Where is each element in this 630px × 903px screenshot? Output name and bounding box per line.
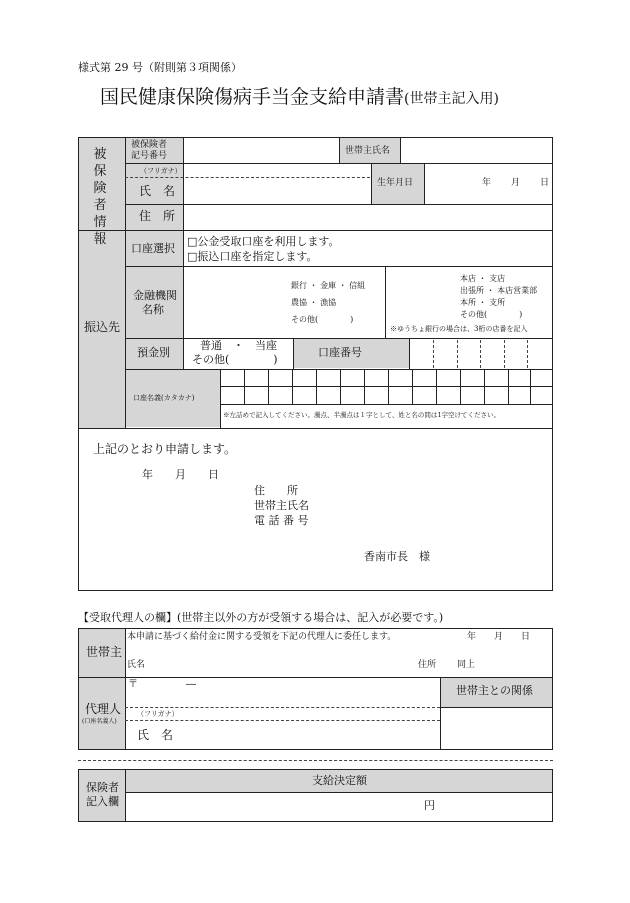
proxy-address-field[interactable] (140, 679, 438, 705)
bank-types-2: 農協 ・ 漁協 (291, 298, 337, 307)
head-name-field[interactable] (401, 138, 552, 163)
branch-name-field[interactable] (386, 267, 552, 323)
insurer-label-1: 保険者 (86, 781, 119, 794)
form-number: 様式第 29 号（附則第３項関係） (78, 61, 242, 74)
insured-id-field[interactable] (184, 138, 339, 163)
form-title-main: 国民健康保険傷病手当金支給申請書 (100, 86, 405, 108)
account-number-field[interactable] (410, 339, 552, 368)
delegation-date[interactable]: 年 月 日 (467, 632, 531, 642)
birth-year-unit: 年 (482, 178, 492, 188)
insured-section-label: 被保険者情報 (93, 147, 107, 247)
account-holder-label: 口座名義(カタカナ) (133, 394, 195, 402)
insured-furigana-label: （フリガナ） (140, 167, 182, 175)
account-holder-note: ※左詰めで記入してください。濁点、半濁点は１字として、姓と名の間は1字空けてください。 (223, 411, 501, 419)
option-public-account[interactable]: □公金受取口座を利用します。 (187, 235, 340, 248)
insured-name-label: 氏 名 (139, 184, 176, 198)
delegation-text: 本申請に基づく給付金に関する受領を下記の代理人に委任します。 (127, 632, 397, 642)
proxy-furigana-label: （フリガナ） (137, 710, 179, 718)
declaration-date[interactable]: 年 月 日 (142, 468, 219, 481)
proxy-name-field[interactable] (180, 721, 438, 749)
bank-label-2: 名称 (142, 303, 164, 316)
birth-month-unit: 月 (511, 178, 521, 188)
proxy-head-address-same: 同上 (457, 660, 476, 670)
amount-field[interactable] (126, 793, 552, 821)
proxy-heading: 【受取代理人の欄】(世帯主以外の方が受領する場合は、記入が必要です。) (78, 611, 444, 624)
proxy-sub-label: (口座名義人) (82, 718, 117, 725)
insured-name-field[interactable] (184, 164, 370, 204)
bank-name-field[interactable] (184, 267, 384, 337)
proxy-name-label: 氏 名 (137, 728, 174, 742)
proxy-head-name-label: 氏名 (127, 660, 146, 670)
branch-type-4: その他( ) (460, 310, 523, 319)
postal-mark: 〒 (128, 679, 138, 690)
proxy-head-name-field[interactable] (142, 655, 402, 673)
account-holder-grid[interactable] (221, 370, 552, 404)
yucho-note: ※ゆうちょ銀行の場合は、3桁の店番を記入 (390, 325, 528, 333)
bank-types-1: 銀行 ・ 金庫 ・ 信組 (291, 281, 366, 290)
account-number-label: 口座番号 (318, 346, 362, 359)
form-title (100, 87, 499, 109)
declaration-text: 上記のとおり申請します。 (93, 442, 237, 456)
deposit-type-label: 預金別 (137, 346, 170, 359)
birth-label: 生年月日 (377, 178, 414, 188)
proxy-head-address-label: 住所 (418, 660, 437, 670)
declaration-address-label: 住 所 (254, 484, 298, 497)
addressee: 香南市長 様 (364, 550, 430, 563)
form-title-sub: (世帯主記入用) (404, 91, 499, 107)
amount-label: 支給決定額 (312, 774, 367, 787)
relation-label: 世帯主との関係 (456, 684, 533, 697)
postal-dash: ― (186, 679, 196, 690)
separator-line (78, 760, 553, 761)
yen-unit: 円 (424, 799, 435, 812)
proxy-label: 代理人 (85, 702, 122, 716)
option-specified-account[interactable]: □振込口座を指定します。 (187, 250, 318, 263)
branch-type-1: 本店 ・ 支店 (460, 274, 506, 283)
declaration-head-name-label: 世帯主氏名 (254, 499, 309, 512)
bank-label-1: 金融機関 (133, 289, 177, 302)
head-name-label: 世帯主氏名 (345, 146, 391, 156)
relation-field[interactable] (441, 708, 552, 749)
proxy-head-label: 世帯主 (86, 645, 123, 659)
insurer-label-2: 記入欄 (86, 795, 119, 808)
declaration-phone-label: 電 話 番 号 (254, 514, 309, 527)
insured-id-label-1: 被保険者 (131, 140, 168, 150)
birth-date-field[interactable] (425, 164, 552, 204)
birth-day-unit: 日 (540, 178, 550, 188)
bank-types-3: その他( ) (291, 315, 354, 324)
deposit-types-1[interactable]: 普通 ・ 当座 (200, 339, 277, 352)
account-select-label: 口座選択 (131, 242, 175, 255)
insured-address-label: 住 所 (139, 209, 176, 223)
branch-type-3: 本所 ・ 支所 (460, 298, 506, 307)
insured-address-field[interactable] (184, 205, 552, 230)
branch-type-2: 出張所 ・ 本店営業部 (460, 286, 538, 295)
transfer-section-label: 振込先 (84, 320, 121, 334)
deposit-types-2[interactable]: その他( ) (192, 353, 278, 366)
insured-id-label-2: 記号番号 (131, 151, 168, 161)
